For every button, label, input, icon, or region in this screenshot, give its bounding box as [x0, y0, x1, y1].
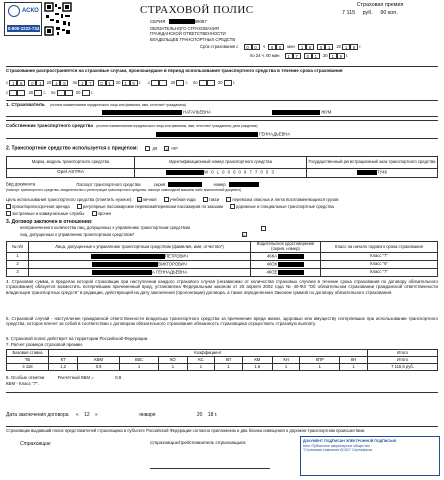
purpose-taxi: такси — [208, 197, 220, 202]
date-year-prefix: 20 — [196, 412, 203, 418]
driver-license — [251, 269, 321, 277]
purpose-rental-checkbox[interactable] — [6, 204, 11, 209]
vehicle-model: Opel ASTRA — [7, 169, 135, 178]
contract-opt2-checkbox[interactable]: X — [242, 233, 246, 239]
policy-subtitle — [150, 26, 235, 42]
signature-title: ДОКУМЕНТ ПОДПИСАН ЭЛЕКТРОННОЙ ПОДПИСЬЮ — [303, 439, 397, 443]
term-to-row — [250, 53, 348, 59]
driver-name-redacted — [92, 270, 152, 275]
term-to-year-prefix: 20 — [322, 53, 328, 59]
driver-license-series: 46ОК — [266, 261, 278, 267]
drivers-col-name: Лица, допущенные к управлению транспортным средством (фамилия, имя, отчество*) — [29, 242, 251, 253]
driver-class: Класс "7" — [321, 269, 438, 277]
drivers-col-class: Класс на начало годового срока страхования — [321, 242, 438, 253]
driver-no: 1 — [7, 253, 29, 261]
term-year-2: 8 — [350, 44, 358, 50]
policy-title: СТРАХОВОЙ ПОЛИС — [140, 4, 254, 16]
calc-h-kn2: КН — [340, 357, 368, 364]
usage-row — [6, 146, 178, 152]
signature-line-1: Кем: Публичное акционерное общество — [303, 443, 370, 448]
purpose-special: дорожные и специальные транспортные средства — [236, 204, 334, 209]
period1-month-1: 0 — [28, 80, 36, 86]
contract-opt2-row — [6, 232, 438, 238]
series-label: СЕРИЯ — [150, 19, 166, 24]
term-to-year-1: 1 — [329, 53, 337, 59]
driver-class: Класс "7" — [321, 253, 438, 261]
term-to-day-1: 1 — [285, 53, 293, 59]
period1-to-day-2: 7 — [86, 80, 94, 86]
term-from-row — [200, 44, 362, 50]
calc-h-ks: КС — [187, 357, 215, 364]
premium-block — [320, 2, 440, 16]
purpose-personal: личная — [142, 197, 157, 202]
footer-insurer: Страховщик — [20, 441, 51, 447]
usage-label: 2. Транспортное средство используется с прицепом: — [6, 145, 139, 152]
insurer-name-redacted — [102, 110, 182, 115]
term-year-1: 1 — [342, 44, 350, 50]
insurer-logo-block — [4, 2, 42, 36]
drivers-table — [6, 241, 438, 277]
kbm-calc-label: Расчётный КБМ = — [57, 375, 94, 380]
table-row — [7, 269, 438, 277]
owner-row — [6, 123, 438, 129]
driver-license-redacted — [278, 270, 304, 275]
driver-license-series: 46ОЕ — [266, 269, 278, 275]
calc-v-kn: 1 — [272, 364, 300, 371]
calc-value-row — [7, 364, 438, 371]
term-to-day-2: 7 — [293, 53, 301, 59]
term-to-year-suffix: г. — [345, 53, 349, 59]
period2-year — [176, 80, 184, 86]
purpose-training-checkbox[interactable] — [164, 197, 169, 202]
insurer-label: 1. Страхователь — [6, 103, 45, 108]
usage-yes-label: да — [152, 145, 158, 151]
notes-label: 8. Особые отметки — [6, 375, 45, 380]
premium-label: Страховая премия — [356, 2, 404, 8]
driver-name — [29, 269, 251, 277]
period1-day-2: 8 — [17, 80, 25, 86]
date-day: 12 — [84, 412, 90, 418]
insurer-note: (полное наименование юридического лица или фамилия, имя, отчество* гражданина) — [49, 103, 186, 107]
owner-name-tail: ГЕННАДЬЕВНА — [259, 131, 291, 137]
electronic-signature-stamp — [300, 436, 440, 476]
logo-phone: 8-800-2222-734 — [8, 26, 40, 31]
calc-v-total: 7 115,9 руб. — [368, 364, 438, 371]
date-label: Дата заключения договора — [6, 412, 69, 418]
calc-v-kbm: 0,9 — [78, 364, 120, 371]
period2-day-b — [159, 80, 167, 86]
period3-to-day — [57, 90, 65, 96]
subtitle-line-2: ГРАЖДАНСКОЙ ОТВЕТСТВЕННОСТИ — [150, 31, 226, 37]
period1-to-day-1: 1 — [78, 80, 86, 86]
period3-year-prefix: 20 — [28, 90, 34, 96]
calc-total-label: Итого — [368, 350, 438, 357]
owner-name-line — [6, 132, 438, 139]
purpose-block — [6, 196, 438, 217]
calc-group-row — [7, 350, 438, 357]
footer-rep: Страховщик/представитель страховщика: — [150, 440, 247, 445]
logo-mark — [8, 5, 20, 17]
purpose-training: учебная езда — [169, 197, 196, 202]
period3-day-b — [17, 90, 25, 96]
subtitle-line-1: ОБЯЗАТЕЛЬНОГО СТРАХОВАНИЯ — [150, 26, 219, 31]
vehicle-col-vin: Идентификационный номер транспортного средства — [135, 157, 307, 169]
calc-h-kpr: КПР — [300, 357, 340, 364]
term-hour-2: 0 — [252, 44, 260, 50]
term-to-label: по 24 ч. 00 мин — [250, 53, 280, 59]
doc-note: (паспорт транспортного средства, свидетельство о регистрации транспортного средства, паспорт самоходной машины либо аналогичный документ) — [6, 188, 242, 192]
vehicle-table — [6, 156, 438, 178]
calc-h-kp: КП — [215, 357, 243, 364]
term-min-1: 0 — [268, 44, 276, 50]
period2-to-day — [199, 80, 207, 86]
drivers-header-row — [7, 242, 438, 253]
vehicle-vin — [135, 169, 307, 178]
drivers-col-no: № п/п — [7, 242, 29, 253]
term-year-suffix: г. — [359, 44, 362, 50]
purpose-emergency-checkbox[interactable] — [6, 211, 11, 216]
calc-h-tb: ТБ — [7, 357, 49, 364]
footer-signature-line — [150, 468, 270, 469]
purpose-taxi-checkbox[interactable] — [203, 197, 208, 202]
period1-year-2: 8 — [60, 80, 68, 86]
term-hour-1: 0 — [244, 44, 252, 50]
subtitle-line-3: ВЛАДЕЛЬЦЕВ ТРАНСПОРТНЫХ СРЕДСТВ — [150, 36, 236, 42]
doc-series-redacted — [168, 182, 202, 187]
period2-suffix: г. — [185, 80, 188, 86]
calc-v-tb: 4 118 — [7, 364, 49, 371]
calc-h-kvs: КВС — [119, 357, 158, 364]
vehicle-header-row — [7, 157, 438, 169]
term-min-2: 0 — [276, 44, 284, 50]
kbm-class: КБМ - Класс "7". — [6, 381, 39, 386]
term-year-prefix: 20 — [336, 44, 341, 50]
calc-v-kvs: 1 — [119, 364, 158, 371]
driver-name-redacted — [92, 262, 158, 267]
vehicle-value-row — [7, 169, 438, 178]
kbm-calc-value: 0,9 — [115, 375, 122, 380]
purpose-passenger: регулярные пассажирские перевозки/перевозки пассажиров по заказам — [82, 204, 223, 209]
usage-no-checkbox[interactable]: X — [165, 147, 169, 152]
period1-to-month-2: 1 — [106, 80, 114, 86]
term-day-1: 1 — [298, 44, 306, 50]
period3-to-day-b — [65, 90, 73, 96]
contract-date-row — [6, 413, 217, 419]
term-hour-unit: ч — [262, 44, 265, 50]
purpose-label: Цель использования транспортного средства (отметить нужное): — [6, 197, 133, 202]
vehicle-col-model: Марка, модель транспортного средства — [7, 157, 135, 169]
driver-name-tail: ВИКТОРОВИЧ — [158, 261, 187, 267]
calc-v-kt: 1,2 — [49, 364, 78, 371]
drivers-col-license: Водительское удостоверение (серия, номер) — [251, 242, 321, 253]
period2-to-suffix: г. — [232, 80, 236, 86]
purpose-passenger-checkbox[interactable] — [77, 204, 82, 209]
period3-from-label: с — [6, 90, 9, 96]
premium-calc-table — [6, 349, 438, 371]
paragraph-4: 4. Страховая сумма, в пределах которой страховщик при наступлении каждого страхового случая (независимо от количества страховых случаев в течение срока страхования по договору обязательного страхования) обязуется возместить потерпевшим причиненный вред, установлена Федеральным законом от 25 апреля 2002 года № 40-ФЗ "Об обязательном страховании гражданской ответственности владельцев транспортных средств" в редакции, действующей на дату заключения (пролонгации) договора, а также определенная Законом суммой по договору обязательного страхования. — [6, 279, 438, 295]
series-number: 99087 — [194, 19, 207, 24]
paragraph-6: 6. Страховой полис действует на территории Российской Федерации. — [6, 336, 149, 341]
period3-to-suffix: г. — [90, 90, 93, 96]
signature-line-2: "Страховая компания АСКО" Сертификат — [303, 448, 373, 453]
purpose-dangerous: перевозка опасных и легко воспламеняющихся грузов — [232, 197, 339, 202]
calc-v-km: 1,6 — [242, 364, 272, 371]
period1-to-year-2: 9 — [130, 80, 138, 86]
driver-name — [29, 253, 251, 261]
period2-to-year — [224, 80, 232, 86]
contract-opt2: лиц, допущенных к управлению транспортным средством* — [20, 231, 135, 237]
calc-h-kbm: КБМ — [78, 357, 120, 364]
period2-from-label: с — [148, 80, 151, 86]
table-row — [7, 261, 438, 269]
period2-to-year-prefix: 20 — [217, 80, 223, 86]
term-label: Срок страхования с — [200, 44, 239, 50]
driver-license — [251, 261, 321, 269]
calc-v-kn2: 1 — [340, 364, 368, 371]
period2-to-label: по — [192, 80, 198, 86]
period-from-label: с — [6, 80, 9, 86]
period3-suffix: г. — [43, 90, 46, 96]
period1-to-month-1: 0 — [98, 80, 106, 86]
period1-to-year-prefix: 20 — [115, 80, 121, 86]
owner-label: Собственник транспортного средства — [6, 123, 93, 128]
period3-to-label: по — [50, 90, 56, 96]
driver-name-tail: ПЕТРОВИЧ — [165, 253, 188, 259]
date-month: января — [139, 412, 156, 418]
term-month-2: 1 — [325, 44, 333, 50]
doc-label: Вид документа — [6, 181, 36, 187]
doc-type: Паспорт транспортного средства — [76, 181, 141, 187]
table-row — [7, 253, 438, 261]
period2-year-prefix: 20 — [170, 80, 176, 86]
calc-coef-label: Коэффициент — [49, 350, 368, 357]
doc-series-label: серия — [153, 181, 166, 187]
insurer-name-tail: НАТАЛЬЕВНА — [183, 109, 211, 115]
vehicle-plate — [307, 169, 438, 178]
insurer-name-line — [6, 110, 438, 117]
period3-day — [9, 90, 17, 96]
period1-suffix: г. — [138, 80, 141, 86]
calc-h-kn: КН — [272, 357, 300, 364]
calc-h-km: КМ — [242, 357, 272, 364]
plate-redacted — [357, 170, 377, 175]
driver-no: 3 — [7, 269, 29, 277]
purpose-dangerous-checkbox[interactable] — [226, 197, 231, 202]
periods-row-1 — [6, 80, 235, 86]
contract-opt1: неограниченного количества лиц, допущенных к управлению транспортным средством — [20, 225, 191, 231]
driver-name-tail: А ГЕННАДЬЕВНА — [152, 269, 187, 275]
period2-day — [151, 80, 159, 86]
term-to-month-1: 0 — [304, 53, 312, 59]
usage-no-label: нет — [171, 145, 178, 151]
vin-redacted — [166, 170, 204, 175]
contract-opt1-checkbox[interactable] — [261, 226, 266, 231]
purpose-other: прочее — [97, 211, 112, 216]
date-close-quote: » — [95, 412, 98, 418]
driver-class: Класс "6" — [321, 261, 438, 269]
vehicle-col-plate: Государственный регистрационный знак транспортного средства — [307, 157, 438, 169]
premium-kop-value: 90 — [380, 10, 387, 17]
calc-v-kpr: 1 — [300, 364, 340, 371]
calc-label: 7. Расчет размера страховой премии. — [6, 342, 83, 347]
insurer-extra-redacted — [272, 110, 320, 115]
insurer-suffix: ЖУМ — [321, 109, 332, 115]
period1-month-2: 1 — [36, 80, 44, 86]
date-open-quote: « — [75, 412, 79, 418]
calc-v-kp: 1 — [215, 364, 243, 371]
doc-number-label: номер — [213, 181, 226, 187]
contract-block — [6, 219, 438, 238]
calc-header-row — [7, 357, 438, 364]
periods-row-2 — [6, 90, 93, 96]
term-month-1: 0 — [317, 44, 325, 50]
calc-v-ks: 1 — [187, 364, 215, 371]
period1-to-label: по — [72, 80, 78, 86]
driver-license-series: 46КА — [266, 253, 277, 259]
insurer-row — [6, 103, 438, 109]
logo-brand: АСКО — [22, 8, 39, 14]
footer-text: Страховщик выдавший полис представителей страховщика в субъекте Российской Федерации согласно приложению и два бланка извещения о дорожно-транспортном происшествии. — [6, 428, 366, 433]
period1-year-prefix: 20 — [46, 80, 52, 86]
period3-to-year-prefix: 20 — [75, 90, 81, 96]
premium-kop-label: коп. — [387, 10, 398, 17]
purpose-other-checkbox[interactable] — [92, 211, 97, 216]
vin-value: W 0 L 0 0 0 0 9 7 7 0 5 3 — [204, 169, 275, 175]
period3-to-year — [82, 90, 90, 96]
usage-yes-checkbox[interactable] — [145, 146, 150, 151]
calc-h-kt: КТ — [49, 357, 78, 364]
date-year: 18 — [207, 412, 214, 418]
purpose-personal-checkbox[interactable]: X — [137, 198, 141, 204]
owner-note: (полное наименование юридического лица или фамилия, имя, отчество* гражданина, дата рождения) — [96, 124, 258, 128]
driver-no: 2 — [7, 261, 29, 269]
period1-day-1: 1 — [9, 80, 17, 86]
contract-label: 3. Договор заключен в отношении: — [6, 219, 93, 225]
calc-h-total: Итого — [368, 357, 438, 364]
qr-code — [44, 2, 72, 36]
paragraph-5: 5. Страховой случай - наступление гражданской ответственности владельца транспортного средства за причинение вреда жизни, здоровью или имуществу потерпевших при использовании транспортного средства, которое влечет за собой в соответствии с договором обязательного страхования обязанность страховщика осуществить страховую выплату. — [6, 316, 438, 327]
period1-year-1: 1 — [52, 80, 60, 86]
driver-license-redacted — [278, 254, 304, 259]
premium-amount — [320, 10, 440, 16]
purpose-special-checkbox[interactable] — [230, 204, 235, 209]
driver-license-redacted — [278, 262, 304, 267]
premium-value: 7 115 — [342, 10, 356, 17]
term-min-unit: мин — [287, 44, 295, 50]
term-to-month-2: 1 — [312, 53, 320, 59]
calc-h-ko: КО — [159, 357, 188, 364]
calc-v-ko: 1 — [159, 364, 188, 371]
term-to-year-2: 9 — [337, 53, 345, 59]
periods-title: Страхование распространяется на страховые случаи, произошедшие в период использования транспортного средства в течение срока страхования — [6, 68, 343, 73]
driver-name-redacted — [91, 254, 165, 259]
purpose-rental: прокат/краткосрочная аренда — [12, 204, 70, 209]
doc-number-redacted — [229, 182, 259, 187]
date-suffix: г. — [214, 412, 218, 418]
premium-rub: руб. — [362, 10, 373, 17]
owner-name-redacted — [156, 132, 258, 137]
calc-base-label: Базовая ставка — [7, 350, 49, 357]
vehicle-doc-row — [6, 182, 438, 187]
notes-block — [6, 375, 438, 387]
purpose-emergency: экстренные и коммунальные службы — [12, 211, 85, 216]
period1-to-year-1: 1 — [122, 80, 130, 86]
driver-license — [251, 253, 321, 261]
driver-name — [29, 261, 251, 269]
plate-value: ТУ46 — [377, 169, 387, 175]
policy-series — [150, 19, 207, 24]
period3-year — [34, 90, 42, 96]
series-redacted — [169, 19, 195, 24]
term-day-2: 8 — [306, 44, 314, 50]
period2-to-day-b — [207, 80, 215, 86]
